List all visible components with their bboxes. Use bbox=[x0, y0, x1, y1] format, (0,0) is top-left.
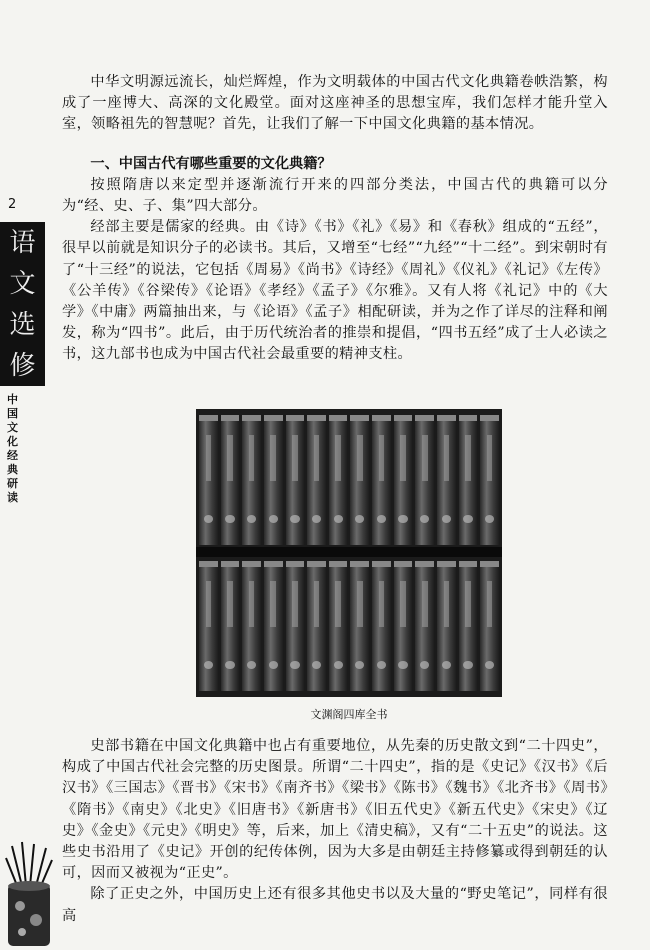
book-spine bbox=[415, 415, 434, 545]
side-tab bbox=[0, 222, 45, 386]
paragraph: 史部书籍在中国文化典籍中也占有重要地位，从先秦的历史散文到“二十四史”，构成了中国古代社会完整的历史图景。所谓“二十四史”，指的是《史记》《汉书》《后汉书》《三国志》《晋书》《宋书》《南齐书》《梁书》《陈书》《魏书》《北齐书》《周书》《隋书》《南史》《北史》《旧唐书》《新唐书》《旧五代史》《新五代史》《宋史》《辽史》《金史》《元史》《明史》等，后来，加上《清史稿》，又有“二十五史”的说法。这些史书沿用了《史记》开创的纪传体例，因为大多是由朝廷主持修纂或得到朝廷的认可，因而又被视为“正史”。 bbox=[62, 738, 608, 882]
shelf-bottom bbox=[196, 561, 502, 691]
main-content-bottom bbox=[62, 736, 608, 927]
book-spine bbox=[480, 561, 499, 691]
book-spine bbox=[350, 415, 369, 545]
book-spine bbox=[199, 561, 218, 691]
book-spine bbox=[199, 415, 218, 545]
book-spine bbox=[437, 561, 456, 691]
book-spine bbox=[221, 561, 240, 691]
book-spine bbox=[242, 415, 261, 545]
book-spine bbox=[264, 561, 283, 691]
side-tab-char: 选 bbox=[9, 309, 36, 340]
book-spine bbox=[286, 415, 305, 545]
book-spine bbox=[372, 415, 391, 545]
bookshelf-photo bbox=[196, 409, 502, 697]
side-tab-char: 语 bbox=[9, 227, 36, 258]
book-spine bbox=[372, 561, 391, 691]
side-tab-char: 修 bbox=[9, 350, 36, 381]
main-content-top bbox=[62, 72, 608, 366]
book-spine bbox=[264, 415, 283, 545]
side-tab-char: 文 bbox=[9, 268, 36, 299]
book-spine bbox=[480, 415, 499, 545]
book-spine bbox=[329, 561, 348, 691]
paragraph: 除了正史之外，中国历史上还有很多其他史书以及大量的“野史笔记”，同样有很高 bbox=[62, 886, 608, 924]
book-spine bbox=[307, 415, 326, 545]
book-spine bbox=[242, 561, 261, 691]
brush-holder-illustration bbox=[0, 840, 58, 950]
book-spine bbox=[437, 415, 456, 545]
book-spine bbox=[307, 561, 326, 691]
book-spine bbox=[459, 561, 478, 691]
book-spine bbox=[459, 415, 478, 545]
section-heading: 一、中国古代有哪些重要的文化典籍？ bbox=[90, 155, 332, 172]
side-subtitle: 中国文化经典研读 bbox=[7, 393, 18, 504]
paragraph: 经部主要是儒家的经典。由《诗》《书》《礼》《易》和《春秋》组成的“五经”，很早以前就是知识分子的必读书。其后，又增至“七经”“九经”“十二经”。到宋朝时有了“十三经”的说法，它包括《周易》《尚书》《诗经》《周礼》《仪礼》《礼记》《左传》《公羊传》《谷梁传》《论语》《孝经》《孟子》《尔雅》。又有人将《礼记》中的《大学》《中庸》两篇抽出来，与《论语》《孟子》相配研读，并为之作了详尽的注释和阐发，称为“四书”。此后，由于历代统治者的推崇和提倡，“四书五经”成了士人必读之书，这九部书也成为中国古代社会最重要的精神支柱。 bbox=[62, 219, 608, 363]
shelf-top bbox=[196, 415, 502, 545]
page-number: 2 bbox=[8, 197, 17, 212]
book-spine bbox=[286, 561, 305, 691]
figure-caption: 文渊阁四库全书 bbox=[310, 708, 388, 721]
book-spine bbox=[221, 415, 240, 545]
intro-paragraph: 中华文明源远流长，灿烂辉煌，作为文明载体的中国古代文化典籍卷帙浩繁，构成了一座博大、高深的文化殿堂。面对这座神圣的思想宝库，我们怎样才能升堂入室，领略祖先的智慧呢？首先，让我们了解一下中国文化典籍的基本情况。 bbox=[62, 74, 608, 133]
shelf-board bbox=[196, 547, 502, 557]
book-spine bbox=[394, 415, 413, 545]
book-spine bbox=[394, 561, 413, 691]
book-spine bbox=[329, 415, 348, 545]
paragraph: 按照隋唐以来定型并逐渐流行开来的四部分类法，中国古代的典籍可以分为“经、史、子、集”四大部分。 bbox=[62, 176, 608, 215]
book-spine bbox=[415, 561, 434, 691]
book-spine bbox=[350, 561, 369, 691]
